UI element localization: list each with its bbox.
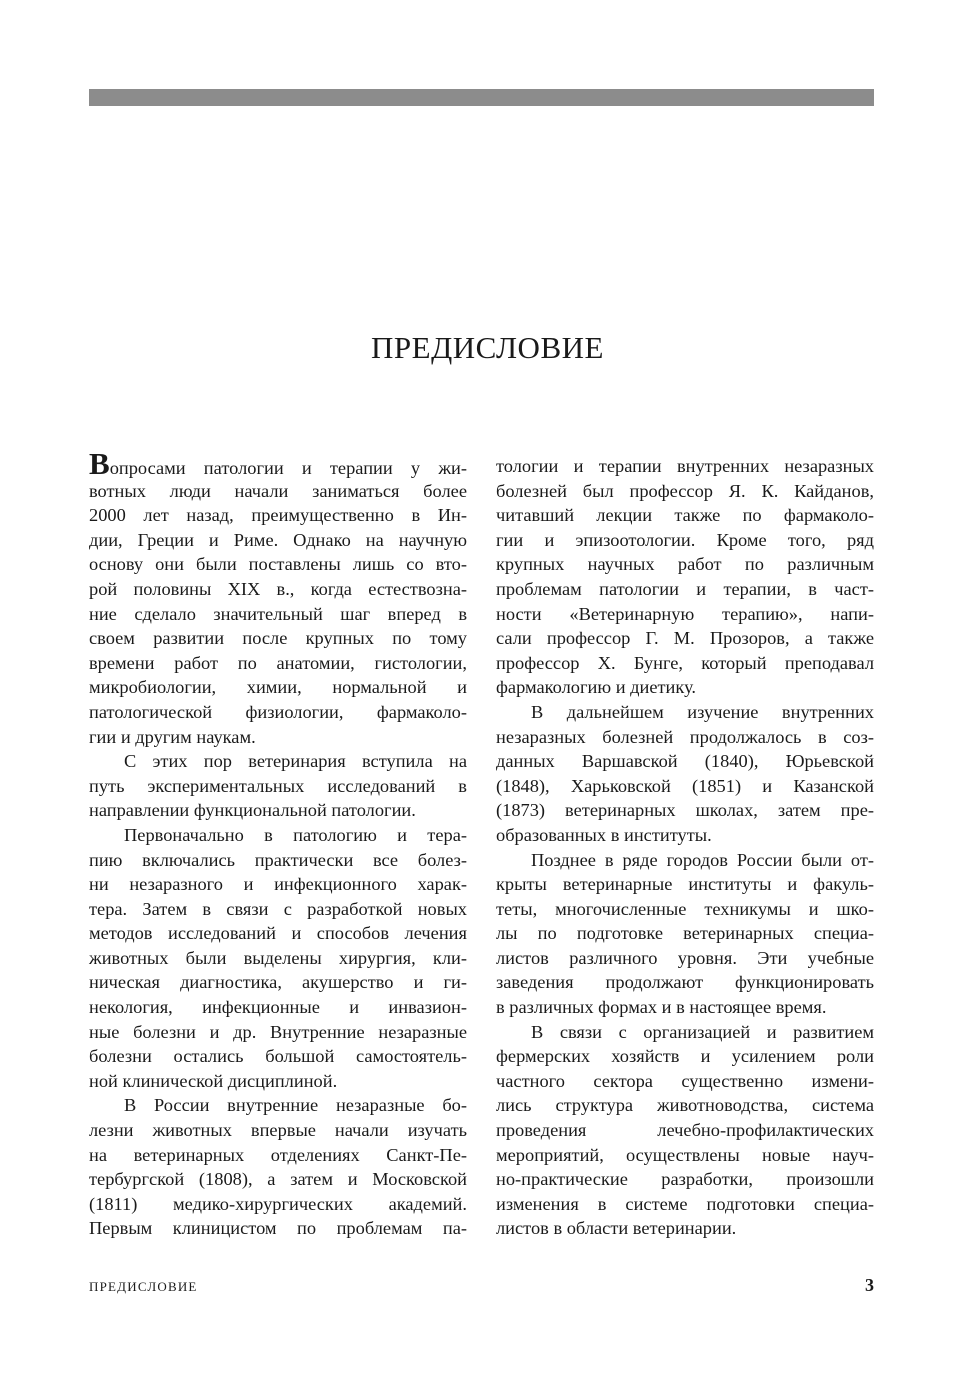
text-line-content: лы по подготовке ветеринарных специа-	[496, 923, 874, 944]
text-line	[496, 921, 874, 946]
text-line	[89, 1069, 467, 1094]
text-line	[496, 1167, 874, 1192]
paragraph	[89, 1093, 467, 1241]
text-line-content: пию включались практически все болез-	[89, 849, 467, 870]
text-line	[89, 700, 467, 725]
text-line-content: профессор Х. Бунге, который преподавал	[496, 652, 874, 673]
text-line-content: проблемам патологии и терапии, в част-	[496, 578, 874, 599]
text-line	[496, 552, 874, 577]
text-line	[496, 946, 874, 971]
text-column-right	[496, 454, 874, 1241]
text-line	[496, 602, 874, 627]
text-line-content: на ветеринарных отделениях Санкт-Пе-	[89, 1144, 467, 1165]
text-line-content: тологии и терапии внутренних незаразных	[496, 456, 874, 476]
paragraph	[496, 700, 874, 848]
text-line	[496, 1093, 874, 1118]
text-line	[89, 946, 467, 971]
text-line	[89, 995, 467, 1020]
text-line-content: гии и другим наукам.	[89, 726, 256, 747]
paragraph	[496, 1020, 874, 1241]
text-line	[89, 1020, 467, 1045]
text-line-content: С этих пор ветеринария вступила на	[124, 751, 467, 772]
text-line	[89, 872, 467, 897]
text-line	[496, 897, 874, 922]
text-line	[89, 725, 467, 750]
paragraph	[89, 823, 467, 1094]
text-line-content: патологической физиологии, фармаколо-	[89, 701, 467, 722]
text-line-content: путь экспериментальных исследований в	[89, 775, 467, 796]
text-line-content: некология, инфекционные и инвазион-	[89, 997, 467, 1018]
text-line-content: болезни остались большой самостоятель-	[89, 1046, 467, 1067]
text-line	[496, 970, 874, 995]
text-line	[496, 651, 874, 676]
text-line	[89, 626, 467, 651]
paragraph	[89, 446, 467, 749]
text-line	[496, 1192, 874, 1217]
text-line	[496, 626, 874, 651]
text-line	[496, 995, 874, 1020]
text-line-content: опросами патологии и терапии у жи-	[109, 458, 467, 478]
running-footer-title: ПРЕДИСЛОВИЕ	[89, 1279, 198, 1294]
text-line-content: времени работ по анатомии, гистологии,	[89, 652, 467, 673]
text-line-content: основу они были поставлены лишь со вто-	[89, 554, 467, 575]
text-line-content: лись структура животноводства, система	[496, 1095, 874, 1116]
text-line-content: (1811) медико-хирургических академий.	[89, 1193, 467, 1214]
text-line	[496, 725, 874, 750]
header-rule	[89, 89, 874, 106]
text-line	[496, 1216, 874, 1241]
text-line-content: крупных научных работ по различным	[496, 554, 874, 575]
text-line-content: ническая диагностика, акушерство и ги-	[89, 972, 467, 993]
text-line-content: дии, Греции и Риме. Однако на научную	[89, 529, 467, 550]
text-line	[89, 1143, 467, 1168]
text-line-content: микробиологии, химии, нормальной и	[89, 677, 467, 698]
text-line-content: вотных люди начали заниматься более	[89, 480, 467, 501]
text-line	[496, 872, 874, 897]
text-line	[89, 921, 467, 946]
text-line	[89, 1167, 467, 1192]
text-line-content: мероприятий, осуществлены новые науч-	[496, 1144, 874, 1165]
text-line-content: (1873) ветеринарных школах, затем пре-	[496, 800, 874, 821]
text-line-content: заведения продолжают функционировать	[496, 972, 874, 993]
paragraph	[496, 454, 874, 700]
text-line	[496, 577, 874, 602]
text-line-content: ние сделало значительный шаг вперед в	[89, 603, 467, 624]
text-line-content: Позднее в ряде городов России были от-	[531, 849, 874, 870]
text-line-content: образованных в институты.	[496, 824, 712, 845]
text-line	[89, 552, 467, 577]
text-line	[89, 1044, 467, 1069]
text-line	[89, 1093, 467, 1118]
text-line	[496, 749, 874, 774]
text-line	[496, 1143, 874, 1168]
text-line	[496, 848, 874, 873]
text-line	[496, 774, 874, 799]
text-line-content: тера. Затем в связи с разработкой новых	[89, 898, 467, 919]
text-line-content: ной клинической дисциплиной.	[89, 1070, 338, 1091]
page-number: 3	[865, 1275, 874, 1295]
text-line-content: методов исследований и способов лечения	[89, 923, 467, 944]
text-line-content: листов различного уровня. Эти учебные	[496, 947, 874, 968]
text-line-content: тербургской (1808), а затем и Московской	[89, 1169, 467, 1190]
text-line	[496, 675, 874, 700]
text-line-content: частного сектора существенно измени-	[496, 1070, 874, 1091]
text-line-content: 2000 лет назад, преимущественно в Ин-	[89, 505, 467, 526]
text-line-content: листов в области ветеринарии.	[496, 1218, 737, 1239]
text-line	[89, 1192, 467, 1217]
text-line-content: теты, многочисленные техникумы и шко-	[496, 898, 874, 919]
text-line	[89, 1118, 467, 1143]
text-line	[496, 454, 874, 479]
text-line	[496, 1044, 874, 1069]
text-line	[89, 577, 467, 602]
text-line-content: своем развитии после крупных по тому	[89, 628, 467, 649]
text-line-content: Первым клиницистом по проблемам па-	[89, 1218, 467, 1239]
text-line	[496, 503, 874, 528]
text-line-content: ности «Ветеринарную терапию», напи-	[496, 603, 874, 624]
text-line	[89, 970, 467, 995]
text-line-content: лезни животных впервые начали изучать	[89, 1120, 467, 1141]
text-line	[89, 897, 467, 922]
text-line-content: В дальнейшем изучение внутренних	[531, 701, 874, 722]
text-line	[496, 1069, 874, 1094]
drop-cap: В	[89, 446, 110, 481]
text-line	[89, 675, 467, 700]
text-line-content: Первоначально в патологию и тера-	[124, 824, 467, 845]
text-line	[89, 503, 467, 528]
text-line-content: фермерских хозяйств и усилением роли	[496, 1046, 874, 1067]
text-line-content: животных были выделены хирургия, кли-	[89, 947, 467, 968]
text-line	[89, 479, 467, 504]
text-line	[89, 528, 467, 553]
text-line	[496, 798, 874, 823]
text-line-content: сали профессор Г. М. Прозоров, а также	[496, 628, 874, 649]
text-line	[89, 446, 467, 481]
text-line	[496, 528, 874, 553]
text-line	[89, 749, 467, 774]
text-line-content: в различных формах и в настоящее время.	[496, 997, 827, 1018]
text-line	[89, 798, 467, 823]
text-line-content: рой половины XIX в., когда естествозна-	[89, 578, 467, 599]
text-line	[496, 1020, 874, 1045]
paragraph	[496, 848, 874, 1020]
text-line	[496, 1118, 874, 1143]
text-line-content: данных Варшавской (1840), Юрьевской	[496, 751, 874, 772]
paragraph	[89, 749, 467, 823]
text-line-content: читавший лекции также по фармаколо-	[496, 505, 874, 526]
text-line-content: В России внутренние незаразные бо-	[124, 1095, 467, 1116]
page-title: ПРЕДИСЛОВИЕ	[371, 330, 604, 365]
text-line	[496, 823, 874, 848]
text-line-content: но-практические разработки, произошли	[496, 1169, 874, 1190]
text-line-content: проведения лечебно-профилактических	[496, 1120, 874, 1141]
text-line	[496, 700, 874, 725]
text-column-left	[89, 446, 467, 1241]
text-line	[89, 823, 467, 848]
text-line-content: направлении функциональной патологии.	[89, 800, 416, 821]
text-line-content: фармакологию и диетику.	[496, 677, 697, 698]
text-line	[89, 1216, 467, 1241]
text-line-content: В связи с организацией и развитием	[531, 1021, 874, 1042]
text-line-content: гии и эпизоотологии. Кроме того, ряд	[496, 529, 874, 550]
text-line	[89, 651, 467, 676]
text-line	[496, 479, 874, 504]
text-line-content: ные болезни и др. Внутренние незаразные	[89, 1021, 467, 1042]
text-line-content: болезней был профессор Я. К. Кайданов,	[496, 480, 874, 501]
text-line-content: крыты ветеринарные институты и факуль-	[496, 874, 874, 895]
text-line	[89, 774, 467, 799]
text-line-content: изменения в системе подготовки специа-	[496, 1193, 874, 1214]
text-line-content: (1848), Харьковской (1851) и Казанской	[496, 775, 874, 796]
text-line-content: ни незаразного и инфекционного харак-	[89, 874, 467, 895]
text-line	[89, 848, 467, 873]
text-line	[89, 602, 467, 627]
text-line-content: незаразных болезней продолжалось в соз-	[496, 726, 874, 747]
